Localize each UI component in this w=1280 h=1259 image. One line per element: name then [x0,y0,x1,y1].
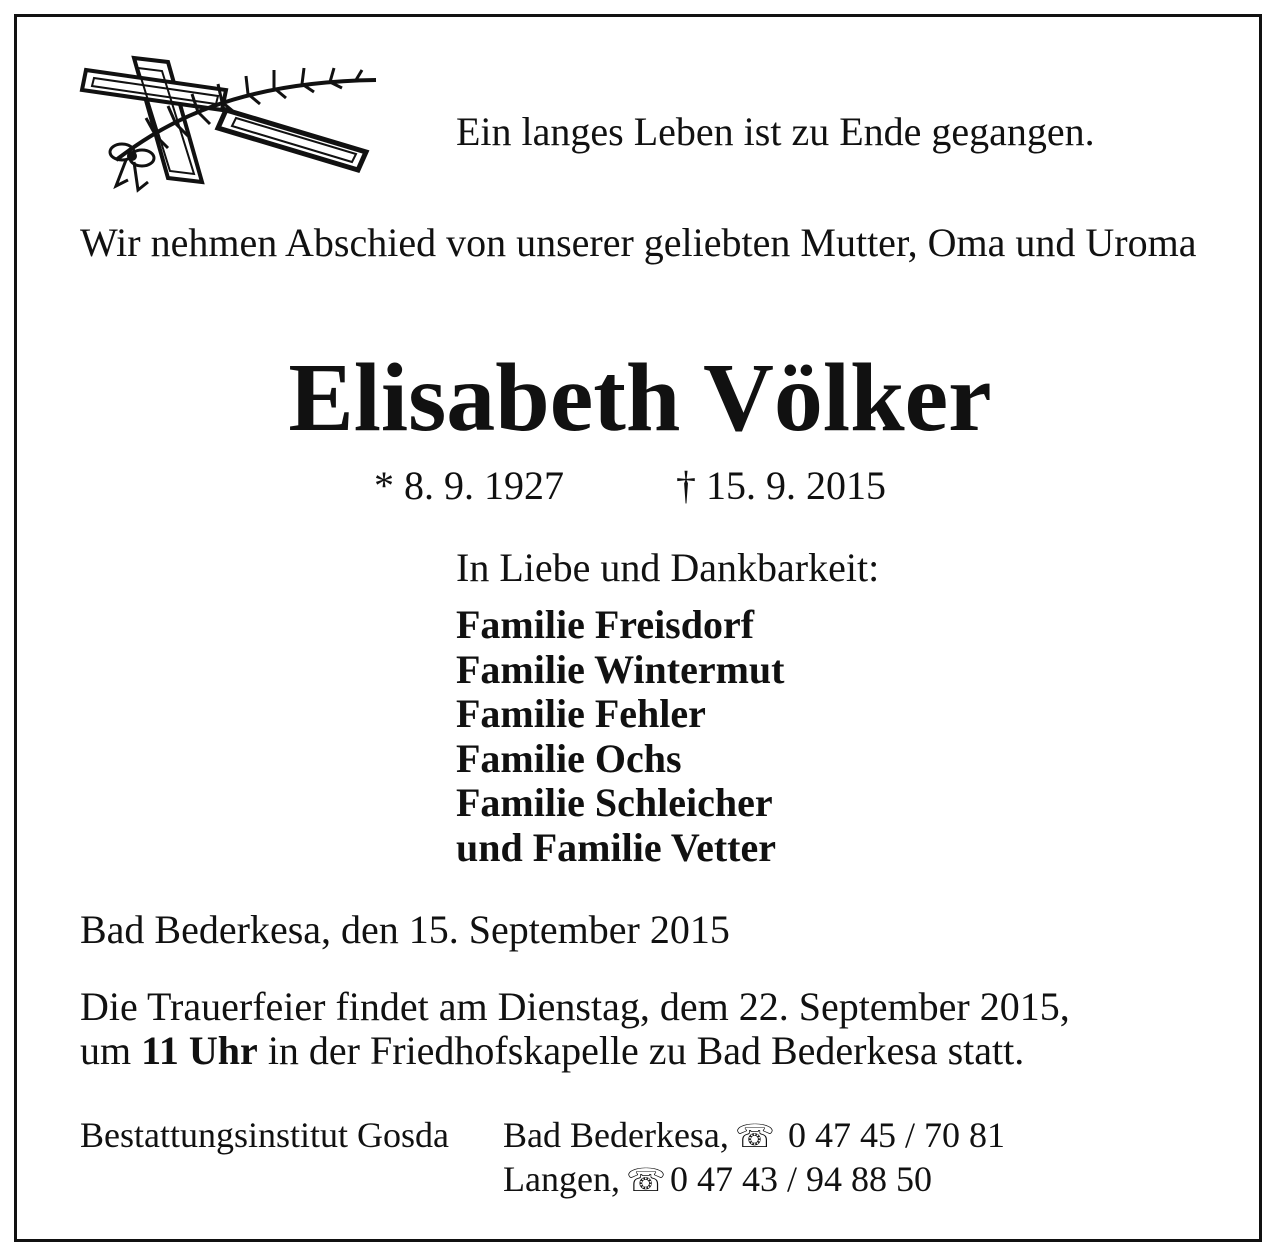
place-and-date: Bad Bederkesa, den 15. September 2015 [80,907,730,952]
intro-text: Wir nehmen Abschied von unserer geliebten Mutter, Oma und Uroma [80,220,1197,265]
ceremony-line-1: Die Trauerfeier findet am Dienstag, dem 22. September 2015, [80,984,1070,1029]
list-item: Familie Ochs [456,735,682,781]
birth-date: * 8. 9. 1927 [374,463,564,508]
location-phone: 0 47 43 / 94 88 50 [669,1159,932,1199]
undertaker-location-2 [503,1158,932,1200]
ceremony-prefix: um [80,1028,142,1073]
ceremony-suffix: in der Friedhofskapelle zu Bad Bederkesa statt. [257,1028,1025,1073]
ceremony-line-2 [80,1029,1070,1073]
list-item: Familie Freisdorf [456,602,755,647]
list-item: Familie Schleicher [456,780,773,825]
family-list [456,603,784,870]
telephone-icon: ☏ [734,1118,775,1154]
deceased-name: Elisabeth Völker [288,344,992,452]
undertaker-name: Bestattungsinstitut Gosda [80,1115,449,1155]
telephone-icon: ☏ [625,1162,666,1198]
tagline: Ein langes Leben ist zu Ende gegangen. [456,109,1095,154]
cross-with-palm-branch-icon [76,52,386,197]
list-item: Familie Wintermut [456,646,785,692]
location-place: Langen, [503,1159,620,1199]
death-date: † 15. 9. 2015 [676,463,886,508]
undertaker-location-1 [503,1114,1005,1156]
location-place: Bad Bederkesa, [503,1115,729,1155]
ceremony-time: 11 Uhr [141,1028,258,1073]
list-item: Familie Fehler [456,691,706,736]
location-phone: 0 47 45 / 70 81 [787,1115,1005,1155]
ceremony-info [80,985,1070,1073]
list-item: und Familie Vetter [456,824,776,870]
thanks-heading: In Liebe und Dankbarkeit: [456,545,880,590]
